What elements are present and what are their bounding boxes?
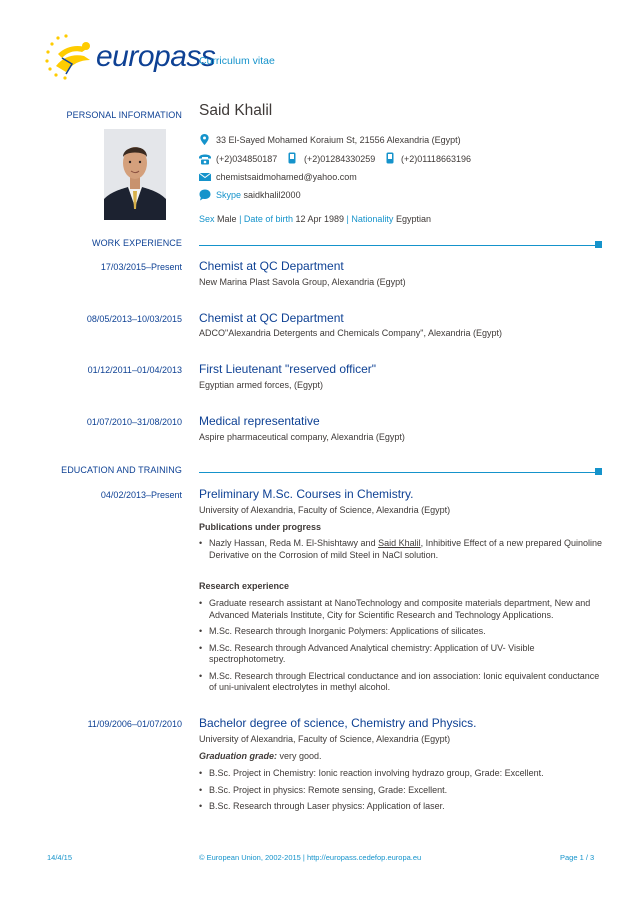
work-title: Chemist at QC Department xyxy=(199,259,344,273)
separator: | xyxy=(239,214,242,224)
phone-icon xyxy=(199,154,211,165)
sex-value: Male xyxy=(217,214,237,224)
list-item: • B.Sc. Project in physics: Remote sensing, Grade: Excellent. xyxy=(199,785,603,797)
education-title: Preliminary M.Sc. Courses in Chemistry. xyxy=(199,487,414,501)
work-employer: ADCO"Alexandria Detergents and Chemicals Company", Alexandria (Egypt) xyxy=(199,328,503,338)
list-item: • M.Sc. Research through Inorganic Polymers: Applications of silicates. xyxy=(199,626,603,638)
bsc-projects-list xyxy=(199,768,603,818)
work-dates: 01/07/2010–31/08/2010 xyxy=(86,417,182,427)
section-label-personal: PERSONAL INFORMATION xyxy=(66,110,182,120)
work-title: Chemist at QC Department xyxy=(199,311,344,325)
education-dates: 04/02/2013–Present xyxy=(100,490,182,500)
work-dates: 01/12/2011–01/04/2013 xyxy=(87,365,182,375)
phone-home[interactable]: (+2)034850187 xyxy=(216,154,278,164)
sex-label: Sex xyxy=(199,214,215,224)
europass-logo xyxy=(44,34,216,82)
education-title: Bachelor degree of science, Chemistry and Physics. xyxy=(199,716,477,730)
research-list xyxy=(199,598,603,699)
phone-mobile-1[interactable]: (+2)01284330259 xyxy=(304,154,376,164)
skype-label: Skype xyxy=(216,190,242,200)
education-org: University of Alexandria, Faculty of Science, Alexandria (Egypt) xyxy=(199,505,451,515)
phone-mobile-2[interactable]: (+2)01118663196 xyxy=(401,154,471,164)
address: 33 El-Sayed Mohamed Koraium St, 21556 Alexandria (Egypt) xyxy=(216,135,461,145)
education-org: University of Alexandria, Faculty of Science, Alexandria (Egypt) xyxy=(199,734,451,744)
person-name: Said Khalil xyxy=(199,102,273,119)
section-divider xyxy=(199,472,595,473)
list-item: • B.Sc. Project in Chemistry: Ionic reaction involving hydrazo group, Grade: Excellent. xyxy=(199,768,603,780)
publications-heading: Publications under progress xyxy=(199,522,322,532)
section-marker xyxy=(595,468,602,475)
dob-label: Date of birth xyxy=(243,214,293,224)
list-item: • B.Sc. Research through Laser physics: Application of laser. xyxy=(199,801,603,813)
section-divider xyxy=(199,245,595,246)
mobile-icon xyxy=(386,152,394,164)
footer-page-number: Page 1 / 3 xyxy=(560,853,595,862)
publications-list xyxy=(199,538,603,566)
list-item: • M.Sc. Research through Electrical conductance and ion association: Ionic equivalent conductance of uni-univalent electrolytes in methyl alcohol. xyxy=(199,671,603,694)
education-dates: 11/09/2006–01/07/2010 xyxy=(87,719,182,729)
grade-value: very good. xyxy=(279,751,322,761)
section-label-work: WORK EXPERIENCE xyxy=(91,238,182,248)
separator: | xyxy=(346,214,349,224)
work-employer: Aspire pharmaceutical company, Alexandria (Egypt) xyxy=(199,432,405,442)
document-title: Curriculum vitae xyxy=(199,55,275,67)
work-title: First Lieutenant "reserved officer" xyxy=(199,362,377,376)
graduation-grade xyxy=(199,751,322,761)
logo-text: europass xyxy=(96,40,216,73)
location-icon xyxy=(199,134,210,145)
section-marker xyxy=(595,241,602,248)
footer-date: 14/4/15 xyxy=(47,853,73,862)
profile-photo xyxy=(104,129,166,220)
dob-value: 12 Apr 1989 xyxy=(295,214,345,224)
section-label-education: EDUCATION AND TRAINING xyxy=(61,465,182,475)
footer-copyright[interactable]: © European Union, 2002-2015 | http://europass.cedefop.europa.eu xyxy=(199,853,422,862)
nationality-label: Nationality xyxy=(351,214,394,224)
nationality-value: Egyptian xyxy=(395,214,431,224)
work-dates: 08/05/2013–10/03/2015 xyxy=(86,314,182,324)
research-heading: Research experience xyxy=(199,581,290,591)
email[interactable]: chemistsaidmohamed@yahoo.com xyxy=(216,172,357,182)
mobile-icon xyxy=(288,152,296,164)
work-employer: New Marina Plast Savola Group, Alexandria (Egypt) xyxy=(199,277,406,287)
email-icon xyxy=(199,172,211,182)
list-item: • Nazly Hassan, Reda M. El-Shishtawy and Said Khalil, Inhibitive Effect of a new prepared Quinoline Derivative on the Corrosion of mild Steel in NaCl solution. xyxy=(199,538,603,561)
grade-label: Graduation grade: xyxy=(199,751,278,761)
list-item: • Graduate research assistant at NanoTechnology and composite materials department, New and Advanced Materials Institute, City for Scientific Research and Technology Applications. xyxy=(199,598,603,621)
list-item: • M.Sc. Research through Advanced Analytical chemistry: Application of UV- Visible spectrophotometry. xyxy=(199,643,603,666)
skype-icon xyxy=(199,189,211,201)
work-employer: Egyptian armed forces, (Egypt) xyxy=(199,380,324,390)
work-title: Medical representative xyxy=(199,414,320,428)
work-dates: 17/03/2015–Present xyxy=(100,262,182,272)
personal-details xyxy=(199,214,431,224)
skype-id: saidkhalil2000 xyxy=(243,190,301,200)
highlighted-author: Said Khalil xyxy=(378,538,421,548)
